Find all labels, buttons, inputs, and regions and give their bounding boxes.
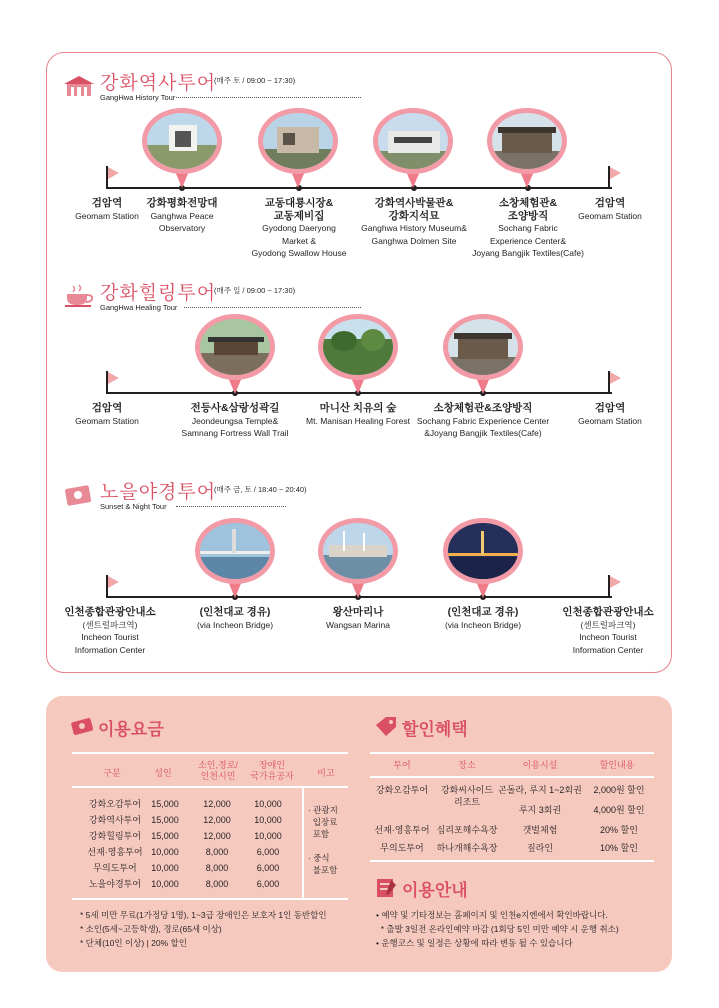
table-cell: 10,000 (151, 863, 179, 873)
photo-jeondeungsa (195, 314, 275, 398)
table-cell: 10% 할인 (600, 843, 638, 853)
table-cell: 12,000 (203, 815, 231, 825)
fees-table (72, 752, 348, 902)
photo-sochang-2 (443, 314, 523, 398)
table-cell: 선재·영흥투어 (87, 847, 143, 857)
table-cell: 15,000 (151, 831, 179, 841)
sunset-tour-header (64, 481, 364, 515)
healing-stop-3: 마니산 치유의 숲 Mt. Manisan Healing Forest (306, 402, 410, 426)
sunset-stop-3: 왕산마리나 Wangsan Marina (326, 606, 390, 630)
healing-stop-5: 검암역 Geomam Station (578, 402, 642, 426)
photo-manisan-forest (318, 314, 398, 398)
fees-remark-lunch: · 중식 불포함 (308, 853, 338, 875)
healing-stop-2: 전등사&삼랑성곽길 Jeondeungsa Temple& Samnang Fortress Wall Trail (181, 402, 289, 438)
table-cell: 루지 3회권 (518, 805, 562, 815)
history-tour-header (64, 72, 364, 106)
guide-item: * 출발 3일전 온라인예약 마감 (1회당 5인 미만 예약 시 운행 취소) (376, 924, 619, 934)
discount-header-cell: 이용시설 (522, 760, 558, 770)
table-cell: 12,000 (203, 831, 231, 841)
fees-note: * 5세 미만 무료(1가정당 1명), 1~3급 장애인은 보호자 1인 동반할인 (80, 910, 327, 920)
fees-header-cell: 구분 (103, 768, 121, 778)
table-cell: 강화힐링투어 (88, 831, 142, 841)
table-cell: 8,000 (205, 863, 229, 873)
history-stop-2: 강화평화전망대 Ganghwa Peace Observatory (146, 197, 218, 233)
fees-header-cell: 성인 (154, 768, 172, 778)
sunset-stop-4: (인천대교 경유) (via Incheon Bridge) (444, 606, 522, 630)
history-tour-en: GangHwa History Tour (100, 93, 176, 102)
fees-header-cell: 비고 (317, 768, 335, 778)
notepad-icon (374, 876, 398, 898)
guide-header (374, 876, 514, 900)
healing-stop-1: 검암역 Geomam Station (75, 402, 139, 426)
fees-title: 이용요금 (98, 720, 164, 740)
table-cell: 12,000 (203, 799, 231, 809)
table-cell: 15,000 (151, 799, 179, 809)
healing-tour-title: 강화힐링투어 (100, 282, 217, 304)
table-cell: 10,000 (151, 847, 179, 857)
photo-bridge-night (443, 518, 523, 602)
healing-tour-schedule: (매주 일 / 09:00 ~ 17:30) (214, 286, 296, 295)
fees-header-cell: 소인,경로/ 인천시민 (198, 760, 238, 781)
photo-wangsan-marina (318, 518, 398, 602)
table-cell: 갯벌체험 (522, 825, 558, 835)
sunset-tour-en: Sunset & Night Tour (100, 502, 167, 511)
history-stop-4: 강화역사박물관& 강화지석묘 Ganghwa History Museum& Ganghwa Dolmen Site (361, 197, 467, 246)
table-cell: 노을야경투어 (88, 879, 142, 889)
table-cell: 강화오감투어 (88, 799, 142, 809)
photo-sochang (487, 108, 567, 192)
table-cell: 무의도투어 (93, 863, 137, 873)
discount-header (374, 715, 514, 739)
healing-tour-en: GangHwa Healing Tour (100, 303, 178, 312)
table-cell: 십리포해수욕장 (436, 825, 498, 835)
table-cell: 짚라인 (526, 843, 554, 853)
discount-header-cell: 장소 (458, 760, 476, 770)
table-cell: 강화씨사이드 리조트 (440, 785, 494, 807)
fees-note: * 단체(10인 이상) | 20% 할인 (80, 938, 187, 948)
table-cell: 강화역사투어 (88, 815, 142, 825)
table-cell: 10,000 (254, 799, 282, 809)
table-cell: 하나개해수욕장 (436, 843, 498, 853)
table-cell: 10,000 (151, 879, 179, 889)
photo-incheon-bridge (195, 518, 275, 602)
guide-item: • 운행코스 및 일정은 상황에 따라 변동 될 수 있습니다 (376, 938, 573, 948)
fees-header-cell: 장애인 국가유공자 (250, 760, 294, 781)
table-cell: 20% 할인 (600, 825, 638, 835)
guide-item: • 예약 및 기타정보는 홈페이지 및 인천e지엔에서 확인바랍니다. (376, 910, 608, 920)
history-stop-3: 교동대룡시장& 교동제비집 Gyodong Daeryong Market & Gyodong Swallow House (251, 197, 347, 258)
table-cell: 선재·영흥투어 (374, 825, 430, 835)
history-stop-5: 소창체험관& 조양방직 Sochang Fabric Experience Center& Joyang Bangjik Textiles(Cafe) (472, 197, 584, 258)
table-cell: 8,000 (205, 879, 229, 889)
table-cell: 강화오감투어 (375, 785, 429, 795)
table-cell: 8,000 (205, 847, 229, 857)
sunset-tour-schedule: (매주 금, 토 / 18:40 ~ 20:40) (214, 485, 307, 494)
table-cell: 6,000 (256, 847, 280, 857)
table-cell: 6,000 (256, 863, 280, 873)
discount-title: 할인혜택 (402, 720, 468, 740)
start-flag-icon (106, 166, 120, 188)
end-flag-icon (608, 371, 622, 393)
fees-remark-admission: · 관광지 입장료 포함 (308, 805, 338, 839)
table-cell: 4,000원 할인 (593, 805, 645, 815)
table-cell: 10,000 (254, 831, 282, 841)
healing-stop-4: 소창체험관&조양방직 Sochang Fabric Experience Center &Joyang Bangjik Textiles(Cafe) (416, 402, 550, 438)
sunset-stop-5: 인천종합관광안내소 (센트럴파크역) Incheon Tourist Information Center (562, 606, 654, 655)
photo-observatory (142, 108, 222, 192)
end-flag-icon (608, 166, 622, 188)
ticket-icon (70, 715, 94, 737)
tea-cup-icon (64, 282, 94, 308)
healing-tour-header (64, 282, 364, 316)
price-tag-icon (374, 715, 398, 737)
start-flag-icon (106, 371, 120, 393)
table-cell: 무의도투어 (380, 843, 424, 853)
sunset-tour-title: 노을야경투어 (100, 481, 217, 503)
table-cell: 2,000원 할인 (593, 785, 645, 795)
end-flag-icon (608, 575, 622, 597)
table-cell: 15,000 (151, 815, 179, 825)
palace-icon (64, 72, 94, 98)
discount-header-cell: 할인내용 (599, 760, 635, 770)
history-tour-title: 강화역사투어 (100, 72, 217, 94)
table-cell: 곤돌라, 루지 1~2회권 (498, 785, 582, 795)
ticket-icon (64, 481, 94, 507)
table-cell: 10,000 (254, 815, 282, 825)
sunset-stop-2: (인천대교 경유) (via Incheon Bridge) (196, 606, 274, 630)
history-stop-1: 검암역 Geomam Station (75, 197, 139, 221)
table-cell: 6,000 (256, 879, 280, 889)
history-stop-6: 검암역 Geomam Station (578, 197, 642, 221)
discount-header-cell: 투어 (393, 760, 411, 770)
fees-note: * 소인(5세~고등학생), 경로(65세 이상) (80, 924, 222, 934)
sunset-stop-1: 인천종합관광안내소 (센트럴파크역) Incheon Tourist Information Center (64, 606, 156, 655)
photo-history-museum (373, 108, 453, 192)
start-flag-icon (106, 575, 120, 597)
photo-market (258, 108, 338, 192)
history-tour-schedule: (매주 토 / 09:00 ~ 17:30) (214, 76, 296, 85)
guide-title: 이용안내 (402, 881, 468, 901)
discount-table (370, 752, 654, 862)
fees-header (70, 715, 210, 739)
